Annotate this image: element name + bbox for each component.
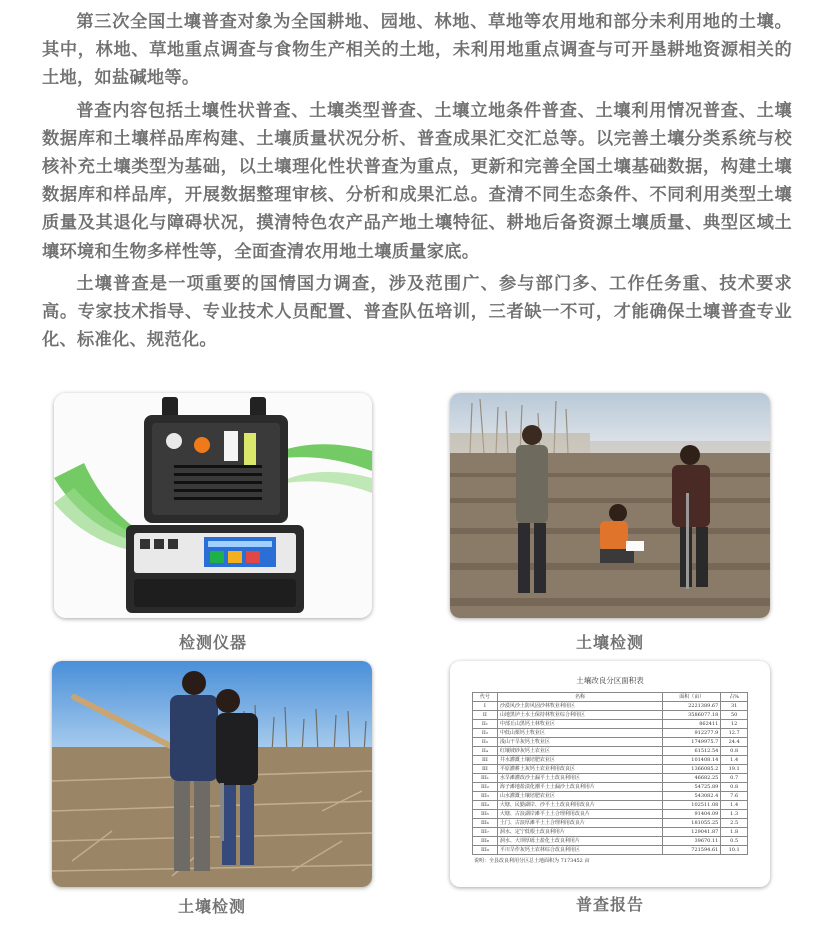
cell-area: 721594.61 [663, 846, 721, 855]
cell-name: 中部丘山黑钙土林牧业区 [497, 720, 662, 729]
cell-name: 中低山栗钙土牧业区 [497, 729, 662, 738]
report-table [472, 692, 748, 855]
caption-field-survey-2: 土壤检测 [177, 897, 246, 916]
cell-code: III₃ [473, 792, 498, 801]
article-body [42, 8, 792, 358]
cell-code: III₁ [473, 774, 498, 783]
cell-percent: 12.7 [721, 729, 748, 738]
cell-area: 101408.14 [663, 756, 721, 765]
cell-percent: 12 [721, 720, 748, 729]
cell-name: 沙漠风沙土防风固沙林牧业利用区 [497, 702, 662, 711]
cell-area: 46682.25 [663, 774, 721, 783]
cell-code: II₁ [473, 720, 498, 729]
cell-code: III₉ [473, 846, 498, 855]
report-table-body [473, 702, 748, 855]
cell-percent: 1.4 [721, 801, 748, 810]
cell-name: 红壤坡砂灰钙土农业区 [497, 747, 662, 756]
cell-percent: 2.5 [721, 819, 748, 828]
table-row [473, 765, 748, 774]
cell-area: 54725.89 [663, 783, 721, 792]
cell-area: 543082.4 [663, 792, 721, 801]
cell-code: III [473, 756, 498, 765]
cell-percent: 7.6 [721, 792, 748, 801]
cell-code: III₆ [473, 819, 498, 828]
header-name: 名称 [497, 693, 662, 702]
cell-name: 大塘、民勤湖岸、沙平土土改良利用改良片 [497, 801, 662, 810]
cell-code: III₇ [473, 828, 498, 837]
table-row [473, 720, 748, 729]
cell-area: 1366085.2 [663, 765, 721, 774]
cell-name: 平原灌耕土灰钙土农业利用改良区 [497, 765, 662, 774]
cell-percent: 0.8 [721, 747, 748, 756]
cell-code: I [473, 702, 498, 711]
cell-area: 102511.08 [663, 801, 721, 810]
cell-area: 1749975.7 [663, 738, 721, 747]
cell-percent: 19.1 [721, 765, 748, 774]
cell-name: 浅山干旱灰钙土牧业区 [497, 738, 662, 747]
paragraph-survey-content: 普查内容包括土壤性状普查、土壤类型普查、土壤立地条件普查、土壤利用情况普查、土壤数据库和土壤样品库构建、土壤质量状况分析、普查成果汇交汇总等。以完善土壤分类系统与校核补充土壤类型为基础，以土壤理化性状普查为重点，更新和完善全国土壤基础数据，构建土壤数据库和样品库，开展数据整理审核、分析和成果汇总。查清不同生态条件、不同利用类型土壤质量及其退化与障碍状况，摸清特色农产品产地土壤特征、耕地后备资源土壤质量、典型区域土壤环境和生物多样性等，全面查清农用地土壤质量家底。 [42, 100, 792, 262]
paragraph-survey-importance: 土壤普查是一项重要的国情国力调查，涉及范围广、参与部门多、工作任务重、技术要求高。专家技术指导、专业技术人员配置、普查队伍培训，三者缺一不可，才能确保土壤普查专业化、标准化、规范化。 [42, 273, 792, 351]
cell-code: III₂ [473, 783, 498, 792]
cell-percent: 24.4 [721, 738, 748, 747]
instrument-photo [54, 393, 372, 618]
cell-code: III₈ [473, 837, 498, 846]
table-row [473, 819, 748, 828]
table-row [473, 747, 748, 756]
table-row [473, 846, 748, 855]
cell-name: 海子滩地盐渍化潮平土土漏沙土改良利用片 [497, 783, 662, 792]
cell-code: II [473, 711, 498, 720]
table-row [473, 756, 748, 765]
table-row [473, 837, 748, 846]
cell-percent: 31 [721, 702, 748, 711]
report-header-row [473, 693, 748, 702]
cell-area: 2221389.67 [663, 702, 721, 711]
cell-percent: 0.7 [721, 774, 748, 783]
cell-code: II₂ [473, 729, 498, 738]
caption-report: 普查报告 [575, 895, 644, 914]
cell-percent: 0.5 [721, 837, 748, 846]
table-row [473, 738, 748, 747]
header-area: 面积（亩） [663, 693, 721, 702]
cell-code: III₄ [473, 801, 498, 810]
cell-area: 181055.25 [663, 819, 721, 828]
cell-percent: 1.4 [721, 756, 748, 765]
cell-name: 山水灌溉土壤培肥农业区 [497, 792, 662, 801]
report-note: 说明：全县改良利用分区总土地面积为 7173452 亩 [474, 858, 590, 864]
cell-name: 山地黑垆土水土保持林牧业综合利用区 [497, 711, 662, 720]
cell-area: 862411 [663, 720, 721, 729]
field-survey-photo [450, 393, 770, 618]
paragraph-survey-scope: 第三次全国土壤普查对象为全国耕地、园地、林地、草地等农用地和部分未利用地的土壤。其中，林地、草地重点调查与食物生产相关的土地，未利用地重点调查与可开垦耕地资源相关的土地，如盐碱地等。 [42, 12, 792, 89]
header-code: 代号 [473, 693, 498, 702]
cell-name: 井水灌溉土壤培肥农业区 [497, 756, 662, 765]
cell-name: 平川旱作灰钙土农林综合改良利用区 [497, 846, 662, 855]
table-row [473, 792, 748, 801]
survey-report-image [450, 661, 770, 887]
cell-area: 3586077.18 [663, 711, 721, 720]
cell-percent: 10.1 [721, 846, 748, 855]
cell-code: III₅ [473, 810, 498, 819]
soil-sampling-photo [52, 661, 372, 887]
cell-area: 129041.87 [663, 828, 721, 837]
cell-area: 91404.09 [663, 810, 721, 819]
caption-field-survey-1: 土壤检测 [575, 633, 644, 652]
cell-percent: 1.8 [721, 828, 748, 837]
caption-instrument: 检测仪器 [178, 633, 247, 652]
cell-area: 61512.54 [663, 747, 721, 756]
cell-name: 洞水、定宁低根土改良利用片 [497, 828, 662, 837]
cell-name: 大塘、古浪湖岸滩平土土合理利用改良片 [497, 810, 662, 819]
header-percent: 占% [721, 693, 748, 702]
table-row [473, 774, 748, 783]
table-row [473, 711, 748, 720]
cell-code: II₄ [473, 747, 498, 756]
table-row [473, 702, 748, 711]
table-row [473, 729, 748, 738]
cell-area: 912277.9 [663, 729, 721, 738]
cell-percent: 50 [721, 711, 748, 720]
table-row [473, 801, 748, 810]
cell-percent: 0.8 [721, 783, 748, 792]
cell-code: III [473, 765, 498, 774]
table-row [473, 828, 748, 837]
table-row [473, 783, 748, 792]
cell-code: II₃ [473, 738, 498, 747]
cell-percent: 1.3 [721, 810, 748, 819]
cell-name: 土门、古浪厚滩平土土合理利用改良片 [497, 819, 662, 828]
report-title: 土壤改良分区面积表 [576, 676, 644, 685]
cell-area: 39670.11 [663, 837, 721, 846]
cell-name: 水旱滩灌改沙土漏平土土改良利用区 [497, 774, 662, 783]
table-row [473, 810, 748, 819]
cell-name: 洞水、大坝厚砾土盐化土改良利用片 [497, 837, 662, 846]
